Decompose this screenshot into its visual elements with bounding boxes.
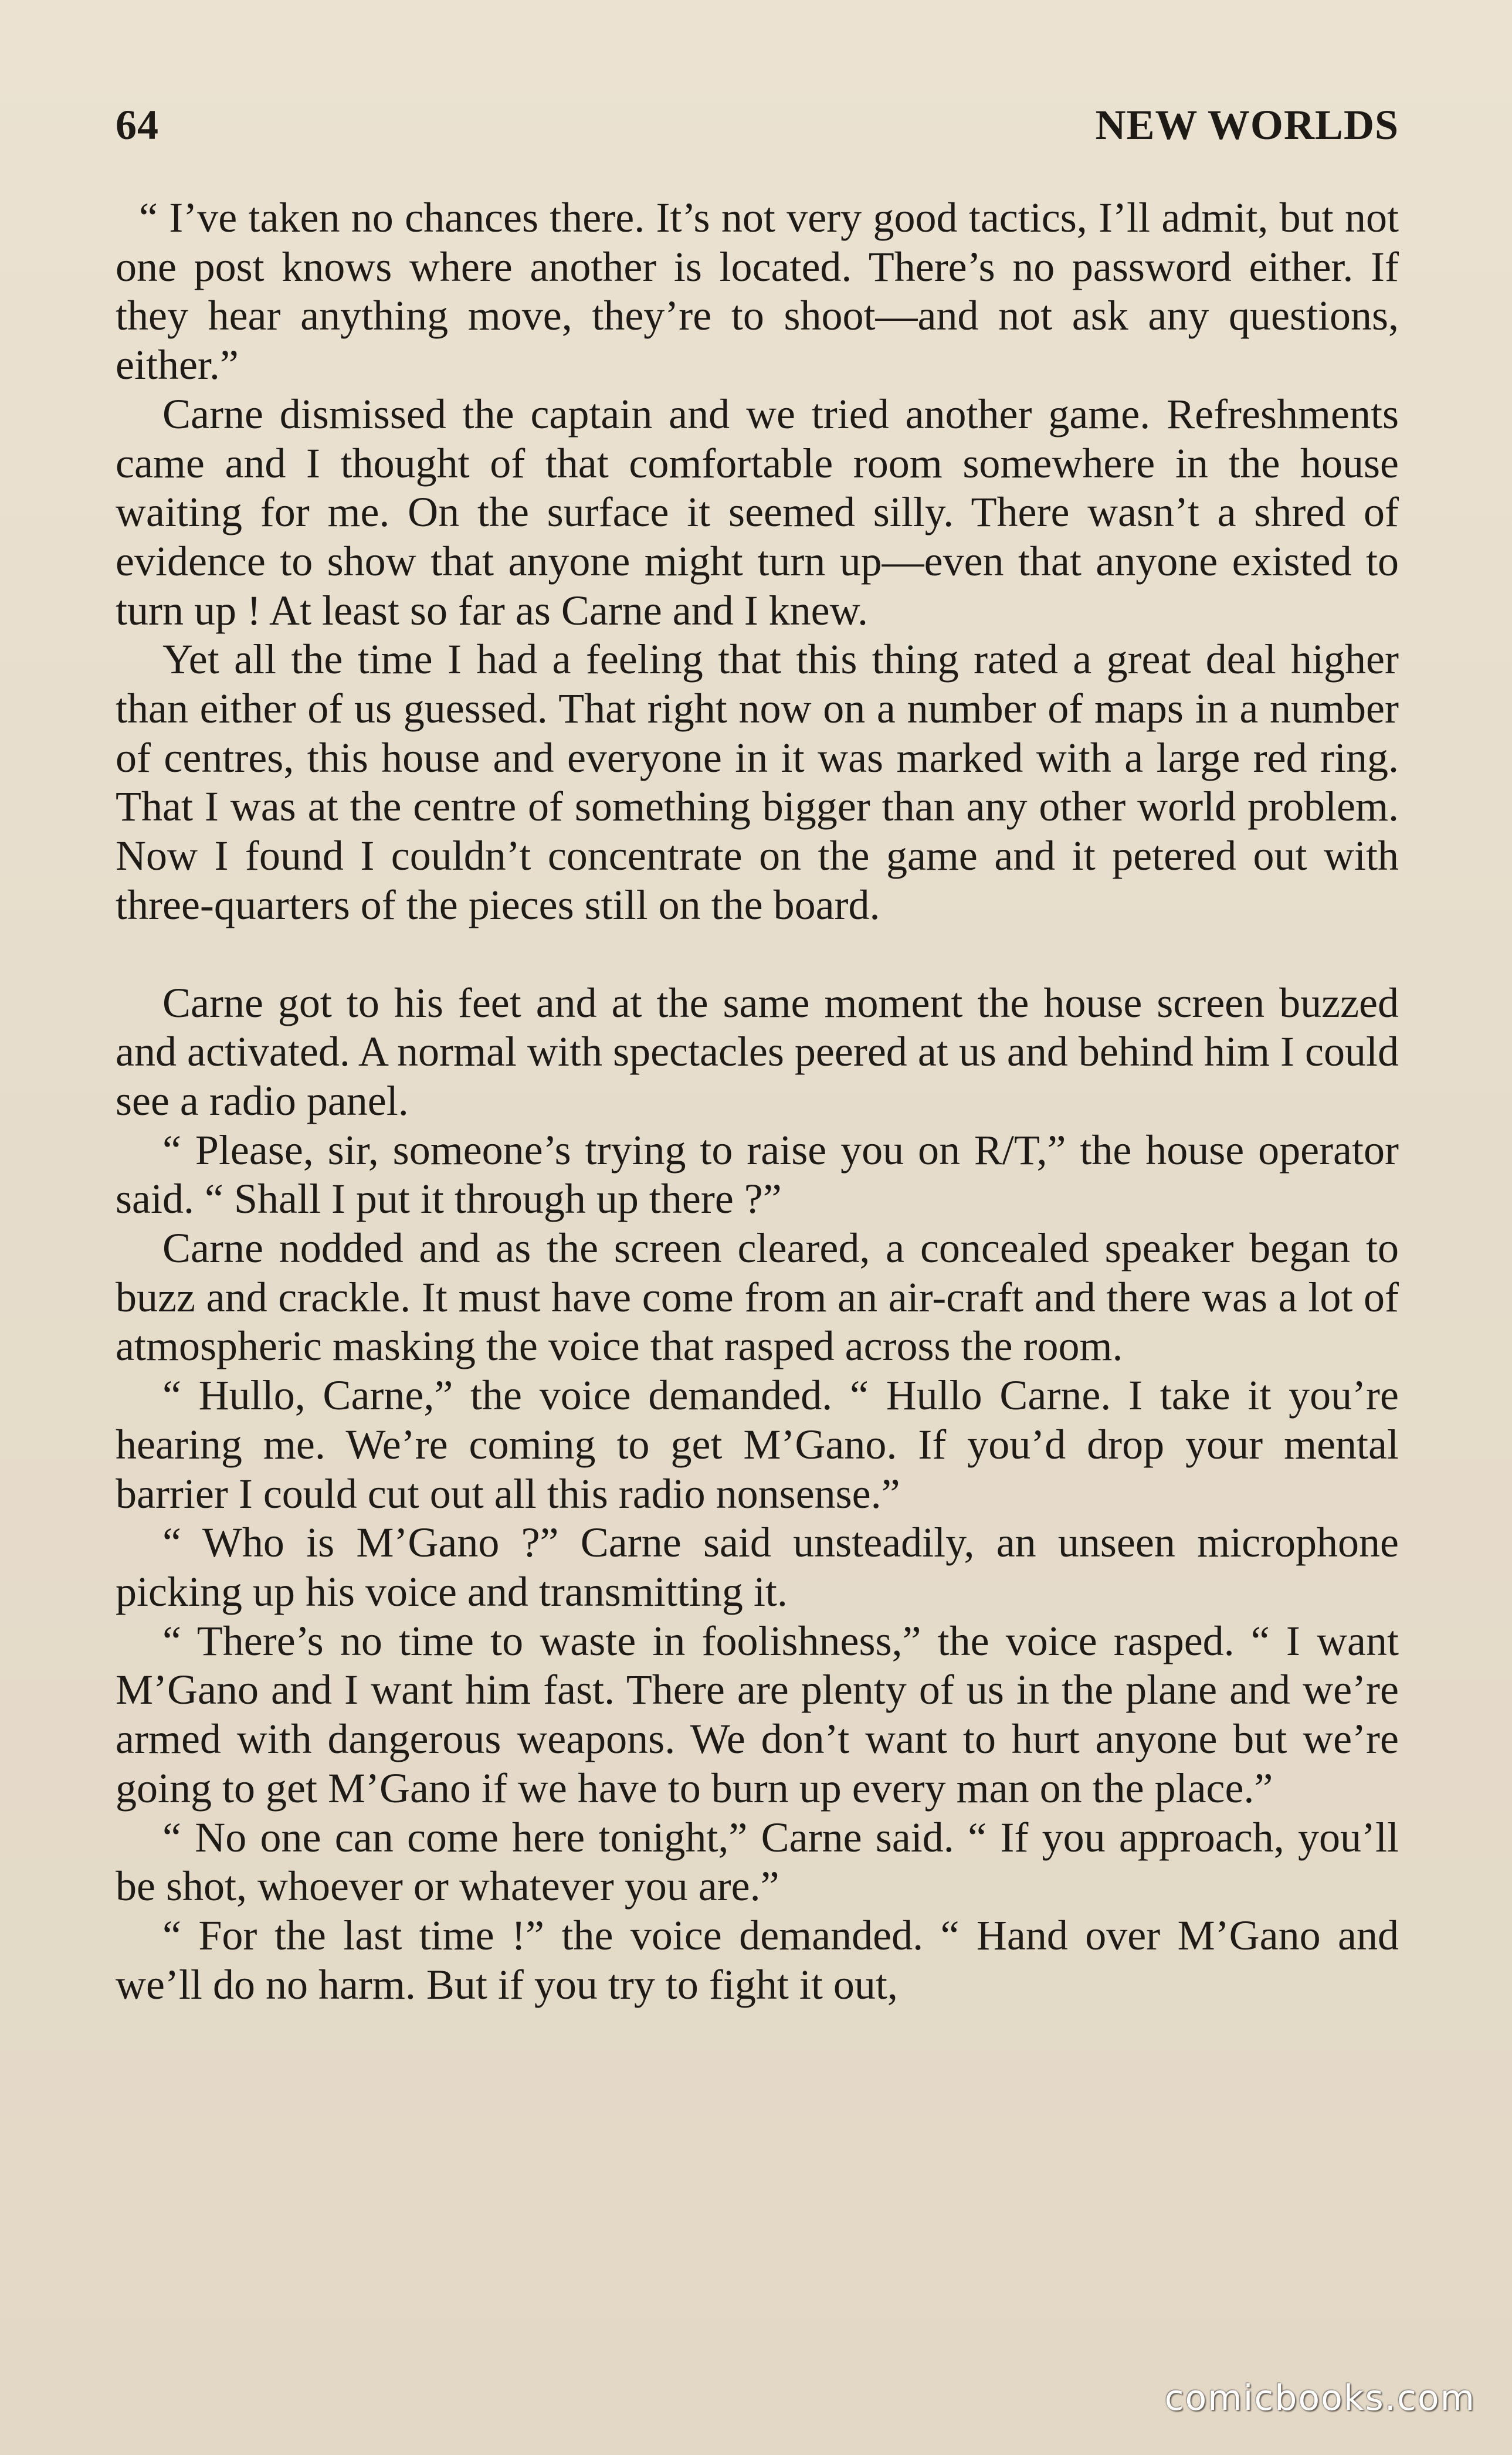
paragraph: “ No one can come here tonight,” Carne said. “ If you approach, you’ll be shot, whoever or whatever you are.” <box>116 1813 1399 1910</box>
paragraph: “ I’ve taken no chances there. It’s not very good tactics, I’ll admit, but not one post knows where another is located. There’s no password either. If they hear anything move, they’re to shoot—and not ask any questions, either.” <box>116 194 1399 389</box>
paragraph: “ Who is M’Gano ?” Carne said unsteadily, an unseen microphone picking up his voice and transmitting it. <box>116 1519 1399 1615</box>
paragraph: Carne dismissed the captain and we tried another game. Refreshments came and I thought of that comfortable room somewhere in the house waiting for me. On the surface it seemed silly. There wasn’t a shred of evidence to show that anyone might turn up—even that anyone existed to turn up ! At least so far as Carne and I knew. <box>116 390 1399 634</box>
running-title: NEW WORLDS <box>1095 101 1399 148</box>
paragraph: “ For the last time !” the voice demanded. “ Hand over M’Gano and we’ll do no harm. But if you try to fight it out, <box>116 1911 1399 2008</box>
paragraph: “ There’s no time to waste in foolishness,” the voice rasped. “ I want M’Gano and I want him fast. There are plenty of us in the plane and we’re armed with dangerous weapons. We don’t want to hurt anyone but we’re going to get M’Gano if we have to burn up every man on the place.” <box>116 1617 1399 1812</box>
paragraph: “ Hullo, Carne,” the voice demanded. “ Hullo Carne. I take it you’re hearing me. We’re coming to get M’Gano. If you’d drop your mental barrier I could cut out all this radio nonsense.” <box>116 1372 1399 1517</box>
watermark: comicbooks.com <box>1164 2378 1476 2419</box>
paragraph: Carne got to his feet and at the same moment the house screen buzzed and activated. A normal with spectacles peered at us and behind him I could see a radio panel. <box>116 979 1399 1124</box>
paragraph: Yet all the time I had a feeling that this thing rated a great deal higher than either of us guessed. That right now on a number of maps in a number of centres, this house and everyone in it was marked with a large red ring. That I was at the centre of something bigger than any other world problem. Now I found I couldn’t concentrate on the game and it petered out with three-quarters of the pieces still on the board. <box>116 636 1399 928</box>
story-text <box>116 194 1399 2009</box>
paragraph: “ Please, sir, someone’s trying to raise you on R/T,” the house operator said. “ Shall I put it through up there ?” <box>116 1126 1399 1223</box>
paragraph: Carne nodded and as the screen cleared, a concealed speaker began to buzz and crackle. It must have come from an air-craft and there was a lot of atmospheric masking the voice that rasped across the room. <box>116 1225 1399 1370</box>
page-number: 64 <box>116 101 159 148</box>
page-header <box>116 101 1399 160</box>
